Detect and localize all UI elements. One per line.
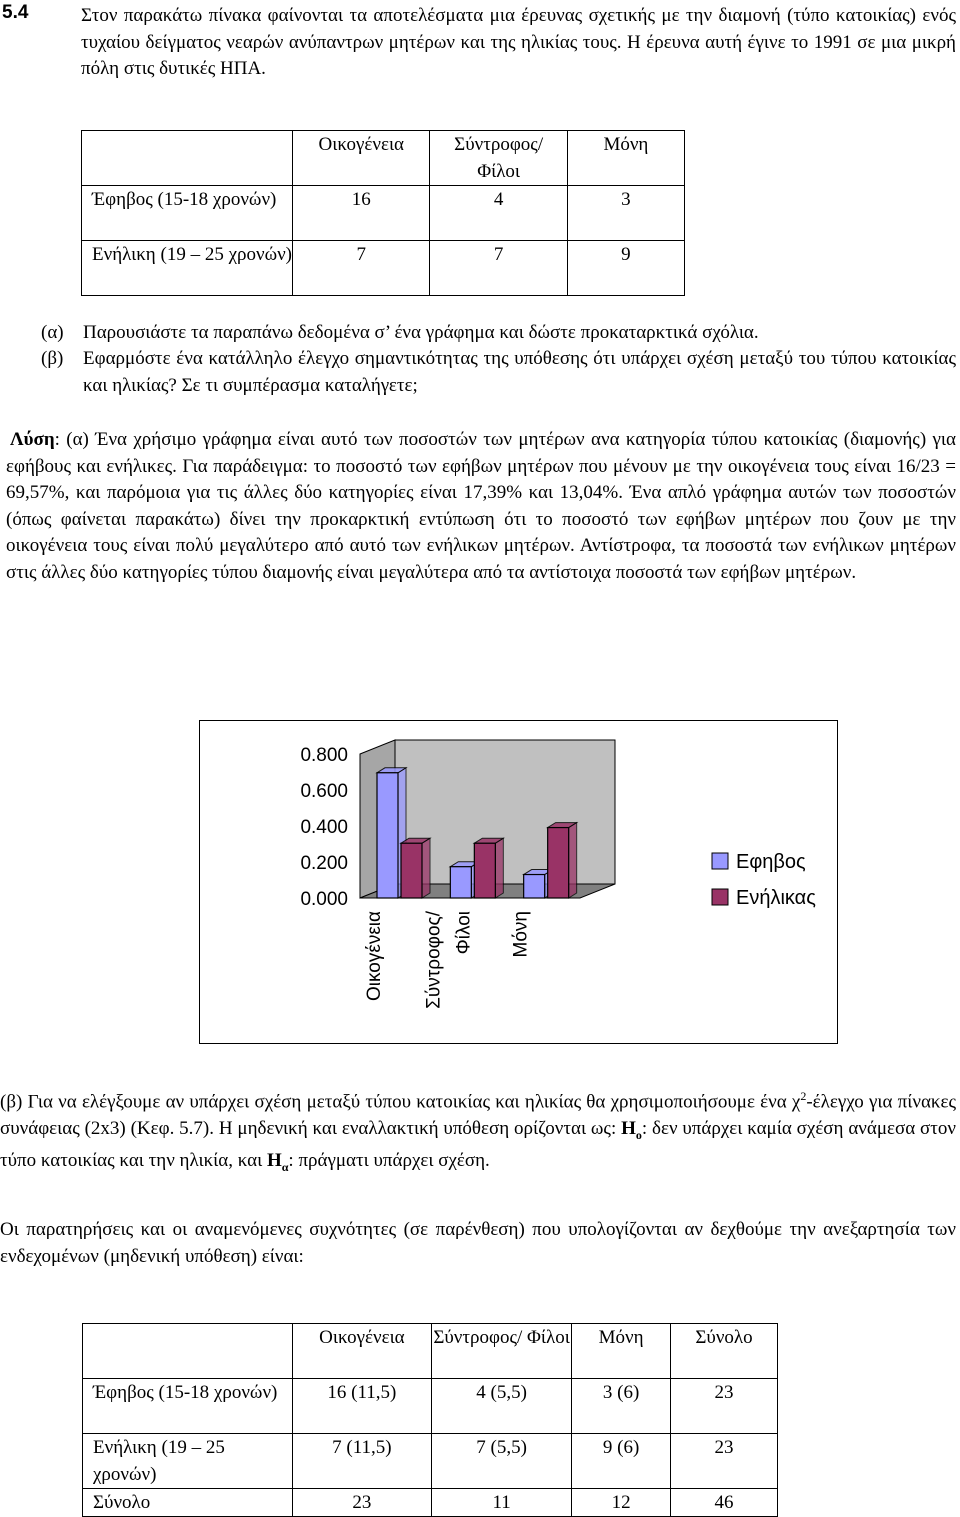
row-label: Ενήλικη (19 – 25 χρονών) [82, 241, 293, 296]
y-tick-label: 0.800 [300, 745, 348, 766]
bar [548, 828, 569, 898]
table-cell: 12 [572, 1489, 671, 1517]
chi-sup: 2 [800, 1089, 807, 1103]
y-tick-label: 0.200 [300, 853, 348, 874]
table-cell: 23 [671, 1379, 778, 1434]
table-corner-cell [82, 131, 293, 186]
table-row [83, 1489, 778, 1517]
row-label: Σύνολο [83, 1489, 293, 1517]
bar-chart [199, 720, 838, 1044]
data-table-1 [81, 130, 685, 296]
y-tick-label: 0.600 [300, 781, 348, 802]
part-b-text-1: Για να ελέγξουμε αν υπάρχει σχέση μεταξύ τύπου κατοικίας και ηλικίας θα χρησιμοποιήσουμε ένα χ [27, 1091, 801, 1113]
table-header-cell: Μόνη [572, 1324, 671, 1379]
table-cell: 3 [567, 186, 684, 241]
table-cell: 4 (5,5) [431, 1379, 571, 1434]
solution-label: Λύση [10, 429, 55, 450]
h0-sub: o [635, 1127, 642, 1142]
bar-side [422, 838, 430, 898]
table-header-cell: Σύνολο [671, 1324, 778, 1379]
table-corner-cell [83, 1324, 293, 1379]
table-cell: 7 [293, 241, 430, 296]
section-number: 5.4 [2, 2, 29, 23]
table-header-cell: Οικογένεια [293, 131, 430, 186]
ha-symbol: H [266, 1150, 282, 1172]
observations-paragraph: Οι παρατηρήσεις και οι αναμενόμενες συχνότητες (σε παρένθεση) που υπολογίζονται αν δεχθούμε την ανεξαρτησία των ενδεχομένων (μηδενική υπόθεση) είναι: [0, 1219, 956, 1267]
table-row [82, 186, 685, 241]
legend-label: Εφηβος [736, 851, 806, 873]
table-cell: 9 [567, 241, 684, 296]
bar-side [495, 838, 503, 898]
solution-paragraph [6, 427, 956, 586]
table-cell: 7 [430, 241, 567, 296]
table-cell: 11 [431, 1489, 571, 1517]
table-cell: 16 (11,5) [292, 1379, 431, 1434]
table-cell: 9 (6) [572, 1434, 671, 1489]
ha-text: : πράγματι υπάρχει σχέση. [288, 1150, 490, 1172]
question-b-marker: (β) [41, 348, 64, 369]
x-category-label: Σύντροφος/ [423, 911, 445, 1009]
table-header-cell: Σύντροφος/ Φίλοι [431, 1324, 571, 1379]
row-label: Έφηβος (15-18 χρονών) [83, 1379, 293, 1434]
table-row [83, 1379, 778, 1434]
solution-text: : (α) Ένα χρήσιμο γράφημα είναι αυτό των ποσοστών των μητέρων ανα κατηγορία τύπου κατοικίας (διαμονής) για εφήβους και ενήλικες. Για παράδειγμα: το ποσοστό των εφήβων μητέρων που μένουν με την οικογένεια τους είναι 16/23 = 69,57%, και παρόμοια για τις άλλες δύο κατηγορίες είναι 17,39% και 13,04%. Ένα απλό γράφημα αυτών των ποσοστών (όπως φαίνεται παρακάτω) δίνει την προκαρκτική εντύπωση ότι το ποσοστό των εφήβων μητέρων που ζουν με την οικογένεια τους είναι πολύ μεγαλύτερο από αυτό των ενήλικων μητέρων. Αντίστροφα, τα ποσοστά των ενήλικων μητέρων στις άλλες δύο κατηγορίες τύπου διαμονής είναι μεγαλύτερα από τα αντίστοιχα ποσοστά των εφήβων μητέρων. [6, 429, 956, 583]
legend-swatch [712, 853, 728, 869]
table-header-row [82, 131, 685, 186]
h0-symbol: H [621, 1117, 636, 1139]
table-cell: 23 [292, 1489, 431, 1517]
bar [450, 867, 471, 898]
ha-sub: α [281, 1159, 289, 1174]
data-table-2 [82, 1323, 778, 1517]
table-cell: 7 (11,5) [292, 1434, 431, 1489]
bar [524, 875, 545, 898]
table-row [82, 241, 685, 296]
table-header-row [83, 1324, 778, 1379]
question-b: Εφαρμόστε ένα κατάλληλο έλεγχο σημαντικότητας της υπόθεσης ότι υπάρχει σχέση μεταξύ του τύπου κατοικίας και ηλικίας? Σε τι συμπέρασμα καταλήγετε; [83, 348, 956, 396]
table-cell: 16 [293, 186, 430, 241]
x-category-label: Φίλοι [453, 911, 475, 955]
chart-svg [200, 721, 837, 1043]
y-tick-label: 0.000 [300, 889, 348, 910]
question-a: Παρουσιάστε τα παραπάνω δεδομένα σ’ ένα γράφημα και δώστε προκαταρκτικά σχόλια. [83, 322, 759, 343]
table-cell: 23 [671, 1434, 778, 1489]
table-cell: 4 [430, 186, 567, 241]
y-tick-label: 0.400 [300, 817, 348, 838]
bar [377, 773, 398, 898]
x-category-label: Οικογένεια [364, 911, 385, 1001]
legend-swatch [712, 889, 728, 905]
table-row [83, 1434, 778, 1489]
part-b-marker: (β) [0, 1091, 23, 1113]
question-a-marker: (α) [41, 322, 64, 343]
bar-side [569, 823, 577, 898]
legend-label: Ενήλικας [736, 887, 816, 909]
x-category-label: Μόνη [510, 911, 532, 958]
table-header-cell: Σύντροφος/ Φίλοι [430, 131, 567, 186]
table-cell: 3 (6) [572, 1379, 671, 1434]
row-label: Ενήλικη (19 – 25 χρονών) [83, 1434, 293, 1489]
table-cell: 46 [671, 1489, 778, 1517]
bar [401, 843, 422, 898]
part-b-text-2: -έλεγχο για πίνακες συνάφειας (2x3) (Κεφ. 5.7). Η μηδενική και εναλλακτική υπόθεση ορίζονται ως: [0, 1091, 956, 1139]
intro-paragraph: Στον παρακάτω πίνακα φαίνονται τα αποτελέσματα μια έρευνας σχετικής με την διαμονή (τύπο κατοικίας) ενός τυχαίου δείγματος νεαρών ανύπαντρων μητέρων και της ηλικίας τους. Η έρευνα αυτή έγινε το 1991 σε μια μικρή πόλη στις δυτικές ΗΠΑ. [81, 5, 956, 79]
table-header-cell: Οικογένεια [292, 1324, 431, 1379]
table-header-cell: Μόνη [567, 131, 684, 186]
row-label: Έφηβος (15-18 χρονών) [82, 186, 293, 241]
h0-text: : δεν υπάρχει καμία σχέση ανάμεσα στον τύπο κατοικίας και την ηλικία, και [0, 1117, 957, 1172]
bar [474, 843, 495, 898]
part-b-paragraph [0, 1083, 956, 1180]
table-cell: 7 (5,5) [431, 1434, 571, 1489]
